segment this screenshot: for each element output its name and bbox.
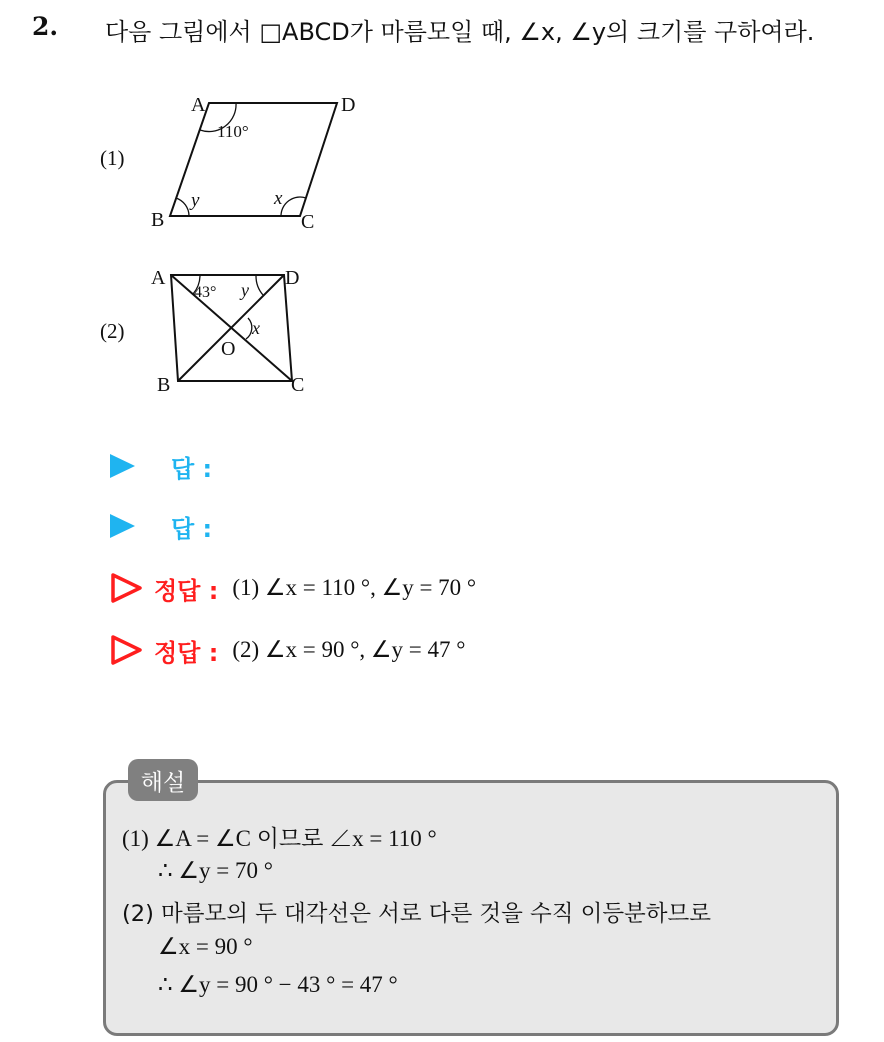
explanation-line: ∴ ∠y = 70 ° xyxy=(158,858,273,883)
correct-answer-1 xyxy=(110,568,476,608)
figure2-rhombus xyxy=(151,267,304,396)
figure2-vertex-c: C xyxy=(291,374,305,396)
figure1-angle-b-arc xyxy=(176,198,189,216)
correct-answer-text: (2) ∠x = 90 °, ∠y = 47 ° xyxy=(232,637,466,662)
explanation-line: ∠x = 90 ° xyxy=(158,934,253,959)
figure1-vertex-d: D xyxy=(341,94,356,116)
figure1-angle-given: 110° xyxy=(217,122,249,141)
rhombus-figures xyxy=(0,0,884,440)
figure2-angle-d-arc xyxy=(256,276,263,295)
question-number: 2. xyxy=(32,12,59,41)
figure1-label: (1) xyxy=(100,146,125,170)
explanation-tab: 해설 xyxy=(128,759,198,801)
figure1-vertex-b: B xyxy=(151,209,165,231)
figure1-angle-x: x xyxy=(274,188,283,209)
figure2-label: (2) xyxy=(100,319,125,343)
correct-answer-text: (1) ∠x = 110 °, ∠y = 70 ° xyxy=(232,575,477,600)
answer-blank-2 xyxy=(110,506,212,546)
figure2-vertex-b: B xyxy=(157,374,171,396)
correct-answer-label: 정답 : xyxy=(154,638,219,667)
triangle-right-icon xyxy=(110,514,135,538)
answer-blank-1 xyxy=(110,446,212,486)
figure1-vertex-c: C xyxy=(301,211,315,233)
figure2-angle-o-arc xyxy=(246,318,252,339)
figure2-angle-given: 43° xyxy=(194,284,217,301)
correct-answer-2 xyxy=(110,630,465,670)
correct-answer-label: 정답 : xyxy=(154,576,219,605)
explanation-line: (2) 마름모의 두 대각선은 서로 다른 것을 수직 이등분하므로 xyxy=(122,901,711,927)
question-text: 다음 그림에서 □ABCD가 마름모일 때, ∠x, ∠y의 크기를 구하여라. xyxy=(105,18,815,46)
figure1-rhombus xyxy=(151,94,355,233)
explanation-line: ∴ ∠y = 90 ° − 43 ° = 47 ° xyxy=(158,972,398,997)
triangle-outline-icon xyxy=(110,634,144,666)
answer-blank-label: 답 : xyxy=(171,514,213,543)
figure2-angle-x: x xyxy=(252,318,260,338)
triangle-right-icon xyxy=(110,454,135,478)
triangle-outline-icon xyxy=(110,572,144,604)
figure2-center-o: O xyxy=(221,338,236,360)
figure2-vertex-a: A xyxy=(151,267,166,289)
figure1-vertex-a: A xyxy=(191,94,206,116)
explanation-line: (1) ∠A = ∠C 이므로 ∠x = 110 ° xyxy=(122,826,437,851)
figure2-vertex-d: D xyxy=(285,267,300,289)
figure1-angle-y: y xyxy=(191,190,200,211)
figure2-angle-y: y xyxy=(241,280,249,300)
answer-blank-label: 답 : xyxy=(171,454,213,483)
